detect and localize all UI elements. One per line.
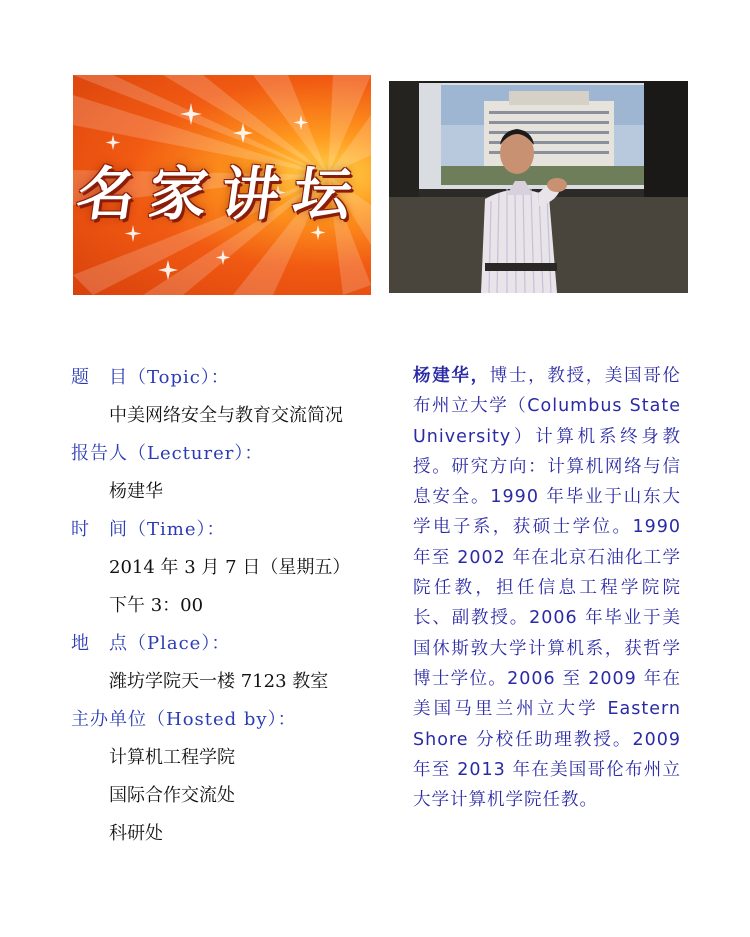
time-date: 2014 年 3 月 7 日（星期五）	[109, 557, 351, 578]
lecture-info	[71, 366, 391, 846]
topic-value: 中美网络安全与教育交流简况	[109, 405, 343, 426]
time-label: 时 间（Time）：	[71, 519, 226, 540]
lecture-scene	[389, 81, 688, 293]
place-label: 地 点（Place）：	[71, 633, 231, 654]
lecturer-value: 杨建华	[109, 481, 163, 502]
lecturer-label: 报告人（Lecturer）：	[71, 443, 264, 464]
host-item: 科研处	[109, 823, 163, 844]
banner-title: 名家讲坛	[73, 160, 371, 228]
place-value: 潍坊学院天一楼 7123 教室	[109, 671, 329, 692]
bio-text: 博士，教授，美国哥伦布州立大学（Columbus State University）计算机系终身教授。研究方向：计算机网络与信息安全。1990 年毕业于山东大学电子系，获硕士学位。1990 年至 2002 年在北京石油化工学院任教，担任信息工程学院院长、副教授。2006 年毕业于美国休斯敦大学计算机系，获哲学博士学位。2006 至 2009 年在美国马里兰州立大学 Eastern Shore 分校任助理教授。2009 年至 2013 年在美国哥伦布州立大学计算机学院任教。	[413, 366, 682, 811]
lecturer-bio	[413, 361, 681, 815]
time-hour: 下午 3：00	[109, 595, 204, 616]
bio-name: 杨建华，	[413, 366, 490, 386]
banner-image	[73, 75, 371, 295]
lecture-photo	[389, 81, 688, 293]
host-label: 主办单位（Hosted by）：	[71, 709, 297, 730]
host-item: 计算机工程学院	[109, 747, 235, 768]
topic-label: 题 目（Topic）：	[71, 367, 230, 388]
host-item: 国际合作交流处	[109, 785, 235, 806]
